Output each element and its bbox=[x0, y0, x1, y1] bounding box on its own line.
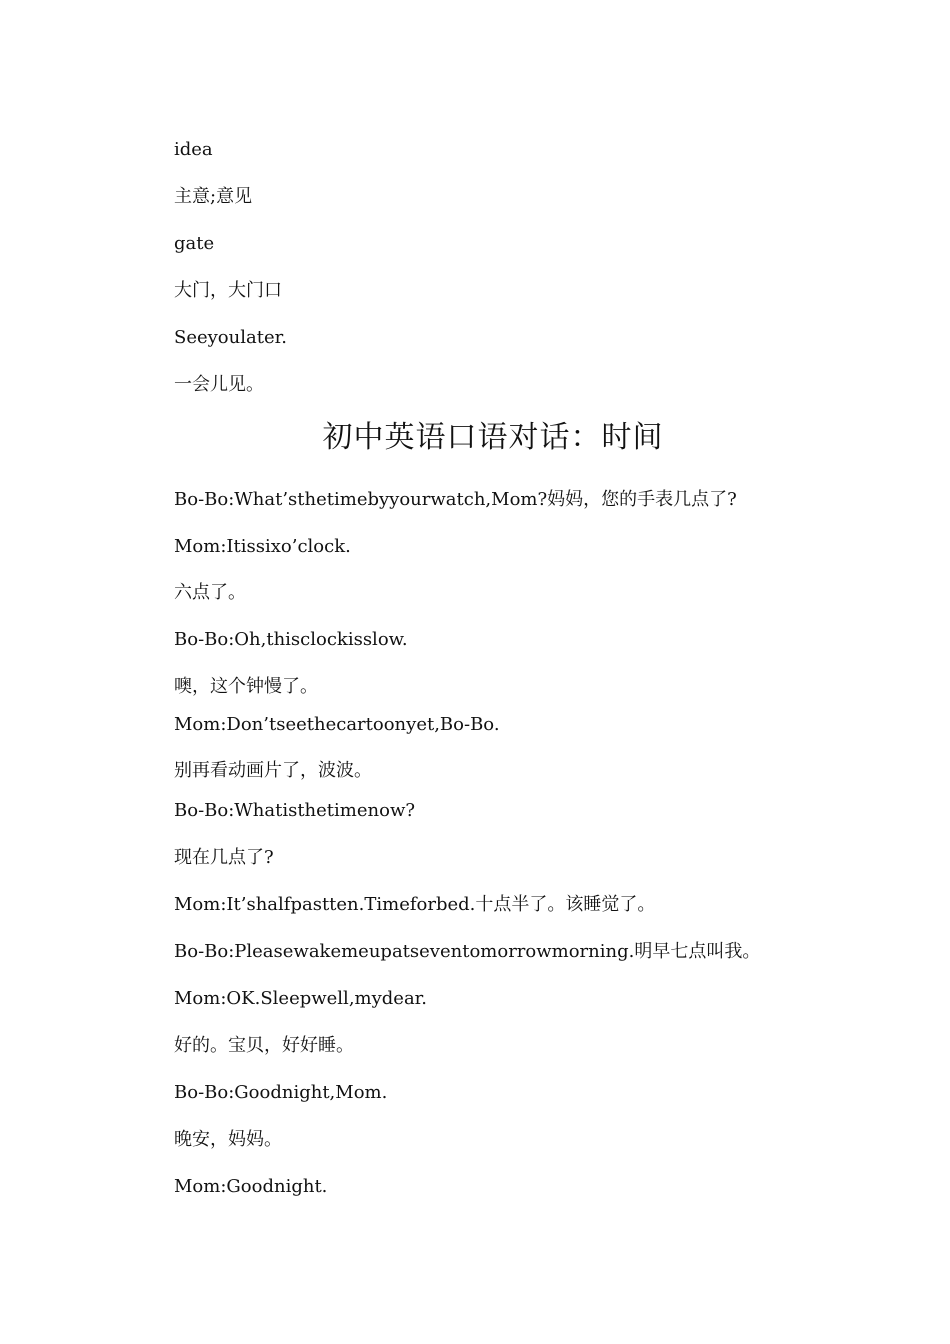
vocab-phrase-see-you-later: Seeyoulater. bbox=[174, 327, 287, 348]
dialogue-line: 好的。宝贝，好好睡。 bbox=[174, 1035, 354, 1056]
dialogue-line: Mom:OK.Sleepwell,mydear. bbox=[174, 988, 428, 1009]
dialogue-line: Mom:Goodnight. bbox=[174, 1176, 328, 1197]
dialogue-line: 噢，这个钟慢了。 bbox=[174, 676, 318, 697]
dialogue-line: 别再看动画片了，波波。 bbox=[174, 760, 372, 781]
section-title: 初中英语口语对话：时间 bbox=[322, 420, 664, 455]
vocab-meaning-idea: 主意;意见 bbox=[174, 186, 253, 207]
dialogue-line: 六点了。 bbox=[174, 582, 246, 603]
dialogue-line: Bo-Bo:Whatisthetimenow? bbox=[174, 800, 416, 821]
dialogue-line: Bo-Bo:Goodnight,Mom. bbox=[174, 1082, 388, 1103]
dialogue-line: Mom:It’shalfpastten.Timeforbed.十点半了。该睡觉了。 bbox=[174, 894, 656, 915]
dialogue-line: Mom:Itissixo’clock. bbox=[174, 536, 351, 557]
dialogue-line: Bo-Bo:Oh,thisclockisslow. bbox=[174, 629, 408, 650]
dialogue-line: Bo-Bo:Pleasewakemeupatseventomorrowmorning.明早七点叫我。 bbox=[174, 941, 761, 962]
dialogue-line: Mom:Don’tseethecartoonyet,Bo-Bo. bbox=[174, 714, 500, 735]
dialogue-line: Bo-Bo:What’sthetimebyyourwatch,Mom?妈妈，您的手表几点了? bbox=[174, 489, 737, 510]
vocab-word-gate: gate bbox=[174, 233, 215, 254]
dialogue-line: 现在几点了? bbox=[174, 847, 274, 868]
vocab-word-idea: idea bbox=[174, 139, 213, 160]
dialogue-line: 晚安，妈妈。 bbox=[174, 1129, 282, 1150]
vocab-meaning-see-you-later: 一会儿见。 bbox=[174, 374, 264, 395]
vocab-meaning-gate: 大门，大门口 bbox=[174, 280, 282, 301]
